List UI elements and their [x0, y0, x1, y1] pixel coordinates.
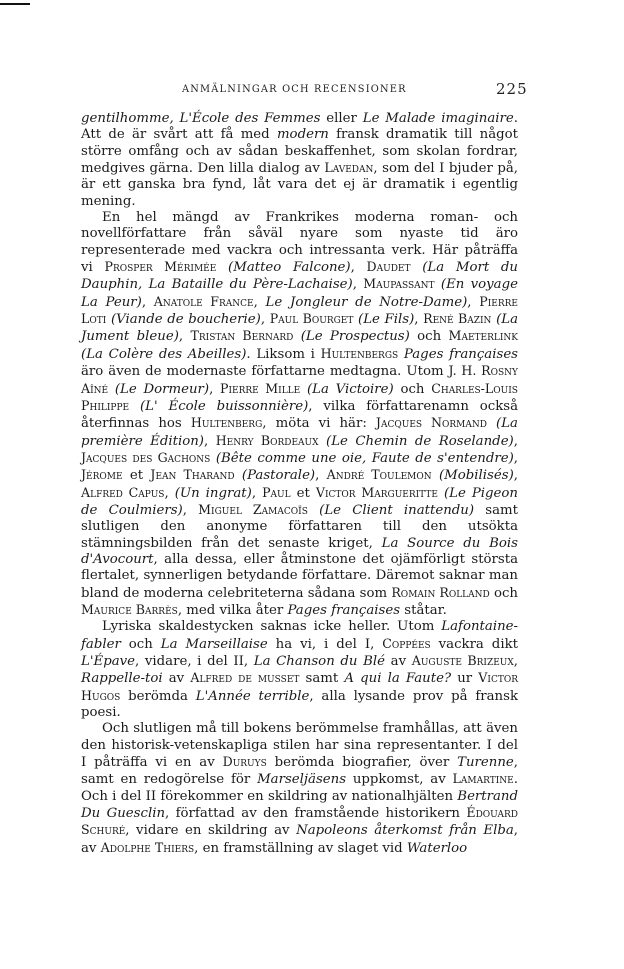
italic-title: Lafontaine-fabler	[81, 619, 518, 652]
italic-title: (Pastorale)	[241, 468, 316, 484]
text-run: , en framställning av slaget vid	[194, 840, 407, 856]
text-run: Lyriska skaldestycken saknas icke heller. Utom	[102, 619, 442, 635]
text-run	[487, 416, 496, 431]
text-run: ,	[182, 502, 199, 518]
text-run: ,	[467, 294, 480, 310]
author-name: Adolphe Thiers	[100, 839, 195, 855]
text-run: . Liksom i	[246, 346, 321, 362]
italic-title: (La Colère des Abeilles)	[81, 346, 247, 362]
author-name: Romain Rolland	[391, 584, 490, 600]
text-run	[411, 260, 423, 275]
text-run: , alla dessa, eller åtminstone det ojämförligt största flertalet, synnerligen betydande författare. Däremot saknar man bland de moderna celebriteterna sådana som	[81, 551, 518, 601]
author-name: Jean Tharand	[150, 467, 235, 483]
text-run: ,	[414, 312, 424, 328]
author-name: Maurice Barrès	[81, 601, 178, 617]
author-name: Édouard Schuré	[81, 805, 518, 838]
text-run: , möta vi här:	[262, 416, 376, 432]
text-run: ,	[209, 381, 221, 397]
italic-title: Turenne	[457, 755, 514, 771]
page-header-title: ANMÄLNINGAR OCH RECENSIONER	[182, 84, 407, 95]
text-run: och	[489, 585, 518, 601]
italic-title: (La Mort du Dauphin, La Bataille du Père-Lachaise)	[81, 260, 518, 293]
italic-title: Napoleons återkomst från Elba	[296, 823, 514, 839]
text-run: ,	[260, 312, 270, 328]
italic-title: Pages françaises	[403, 346, 519, 362]
text-run: ,	[350, 260, 367, 276]
italic-title: (La Victoire)	[306, 381, 394, 397]
italic-title: (Le Client inattendu)	[319, 502, 475, 518]
text-run: samt	[299, 671, 345, 687]
text-run: ,	[253, 294, 266, 310]
text-run	[108, 382, 115, 397]
italic-title: (Bête comme une oie, Faute de s'entendre)	[215, 450, 514, 466]
text-run	[293, 329, 300, 344]
page-number: 225	[496, 80, 528, 98]
italic-title: (Le Dormeur)	[114, 381, 210, 397]
italic-title: Marseljäsens	[257, 772, 347, 788]
author-name: Anatole France	[153, 293, 254, 309]
text-run: vackra dikt	[430, 636, 518, 652]
italic-title: (La première Édition)	[81, 416, 518, 449]
text-run	[300, 382, 307, 397]
text-run: eller	[320, 111, 363, 126]
author-name: Alfred de musset	[190, 670, 300, 686]
paragraph	[81, 721, 518, 857]
italic-title: L'Année terrible	[195, 688, 310, 704]
italic-title: (L' École buissonnière)	[139, 398, 309, 414]
author-name: Maupassant	[363, 276, 435, 292]
italic-title: (Un ingrat)	[174, 485, 252, 501]
author-name: Maeterlink	[448, 328, 518, 344]
author-name: Pierre Mille	[220, 380, 301, 396]
italic-title: (En voyage La Peur)	[81, 277, 518, 310]
text-run: et	[122, 468, 151, 484]
paragraph	[81, 210, 518, 619]
author-name: Jacques des Gachons	[81, 449, 211, 465]
author-name: Daudet	[366, 259, 411, 275]
text-run: ,	[204, 433, 216, 449]
author-name: Alfred Capus	[81, 484, 165, 500]
author-name: Victor Hugos	[81, 670, 518, 703]
author-name: Duruys	[222, 754, 267, 770]
text-run: ha vi, i del I,	[267, 636, 383, 652]
text-run: ,	[164, 485, 175, 501]
text-run: och	[120, 636, 161, 652]
italic-title: La Chanson du Blé	[253, 654, 386, 669]
text-run: ,	[352, 277, 364, 293]
text-run: , som del I bjuder på, är ett ganska bra fynd, låt vara det ej är dramatik i egentlig mening.	[81, 161, 518, 209]
text-run: uppkomst, av	[346, 772, 453, 788]
text-run: Och slutligen må till bokens berömmelse framhållas, att även den historisk-vetenskapliga stilen har sina representanter. I del I påträffa vi en av	[81, 721, 518, 771]
text-run: En hel mängd av Frankrikes moderna roman- och novellförfattare från såväl nyare som nyaste tid äro representerade med vackra och intressanta verk. Här påträffa vi	[81, 210, 518, 276]
italic-title: A qui la Faute?	[344, 671, 452, 687]
italic-title: Rappelle-toi	[81, 671, 163, 687]
text-run	[216, 260, 228, 275]
italic-title: Le Jongleur de Notre-Dame)	[265, 294, 468, 310]
text-run: ,	[513, 468, 518, 484]
text-run: ,	[513, 450, 518, 466]
author-name: Henry Bordeaux	[215, 432, 319, 448]
text-run: , samt en redogörelse för	[81, 755, 518, 788]
author-name: Hultenberg	[190, 415, 263, 431]
text-run: fransk dramatik till något större omfång och av sådan beskaffenhet, som skolan fordrar, medgives gärna. Den lilla dialog av	[81, 127, 518, 177]
text-run: , av	[81, 823, 519, 856]
text-run	[432, 468, 439, 483]
italic-title: Waterloo	[406, 840, 468, 856]
author-name: Tristan Bernard	[190, 328, 294, 344]
text-run: et	[290, 485, 316, 501]
italic-title: Pages françaises	[287, 602, 401, 618]
author-name: J. H. Rosny Aîné	[81, 363, 518, 396]
paragraph	[81, 619, 518, 721]
italic-title: (Le Fils)	[358, 312, 415, 328]
article-body	[81, 111, 518, 857]
author-name: Victor Margueritte	[315, 484, 438, 500]
author-name: Lavedan	[324, 160, 374, 176]
text-run: av	[385, 654, 412, 669]
italic-title: modern	[276, 127, 329, 143]
text-run: samt slutligen den anonyme författaren till den utsökta stämningsbilden från det senaste kriget,	[81, 502, 518, 551]
italic-title: L'Épave	[81, 654, 136, 669]
italic-title: (La Jument bleue)	[81, 312, 519, 345]
author-name: Paul Bourget	[269, 311, 354, 327]
italic-title: (Le Pigeon de Coulmiers)	[81, 485, 518, 518]
text-run: , vidare en skildring av	[125, 823, 297, 839]
text-run	[308, 503, 319, 518]
text-run: ,	[315, 468, 327, 484]
text-run: berömda	[120, 688, 196, 704]
author-name: Coppées	[382, 635, 431, 651]
author-name: André Toulemon	[326, 467, 432, 483]
author-name: Lamartine	[452, 771, 514, 787]
text-run: , vidare, i del II,	[135, 654, 254, 669]
author-name: Charles-Louis Philippe	[81, 380, 518, 413]
author-name: Hultenbergs	[320, 345, 399, 361]
text-run: ,	[513, 654, 518, 669]
italic-title: La Marseillaise	[160, 636, 268, 652]
author-name: Miguel Zamacoïs	[198, 501, 308, 517]
paragraph	[81, 111, 518, 210]
text-run: ,	[178, 329, 191, 345]
text-run	[129, 399, 140, 414]
text-run: , författad av den framstående historikern	[165, 806, 467, 822]
text-run	[235, 468, 242, 483]
text-run	[319, 434, 326, 449]
italic-title: (Mobilisés)	[438, 468, 514, 484]
italic-title: Bertrand Du Guesclin	[81, 788, 518, 822]
author-name: Prosper Mérimée	[104, 259, 217, 275]
text-run: ,	[141, 294, 154, 310]
text-run: och	[409, 329, 449, 345]
italic-title: (Le Prospectus)	[300, 329, 410, 345]
text-run: ,	[513, 433, 518, 449]
text-run: , alla lysande prov på fransk poesi.	[81, 688, 519, 721]
text-run: och	[393, 381, 432, 397]
italic-title: gentilhomme, L'École des Femmes	[81, 111, 321, 126]
text-run: . Att de är svårt att få med	[81, 111, 518, 143]
text-run: berömda biografier, över	[266, 755, 458, 771]
text-run: ståtar.	[400, 602, 447, 618]
text-run: . Och i del II förekommer en skildring av nationalhjälten	[81, 772, 518, 804]
author-name: Jérome	[81, 467, 123, 483]
italic-title: Le Malade imaginaire	[362, 111, 514, 126]
text-run: , med vilka åter	[177, 602, 288, 618]
author-name: Paul	[262, 484, 291, 500]
corner-rule	[0, 3, 30, 5]
text-run: äro även de modernaste författarne medtagna. Utom	[81, 364, 449, 380]
text-run: av	[162, 671, 191, 687]
italic-title: (Le Chemin de Roselande)	[326, 433, 514, 449]
text-run: ur	[451, 671, 479, 687]
text-run: ,	[251, 485, 263, 501]
author-name: René Bazin	[423, 311, 492, 327]
author-name: Jacques Normand	[375, 415, 487, 431]
text-run: , vilka författarenamn också återfinnas hos	[81, 398, 519, 432]
author-name: Pierre Loti	[81, 293, 518, 327]
running-header	[0, 80, 624, 106]
author-name: Auguste Brizeux	[411, 653, 514, 668]
italic-title: (Viande de boucherie)	[110, 312, 261, 328]
italic-title: La Source du Bois d'Avocourt	[81, 535, 518, 567]
italic-title: (Matteo Falcone)	[228, 260, 351, 276]
